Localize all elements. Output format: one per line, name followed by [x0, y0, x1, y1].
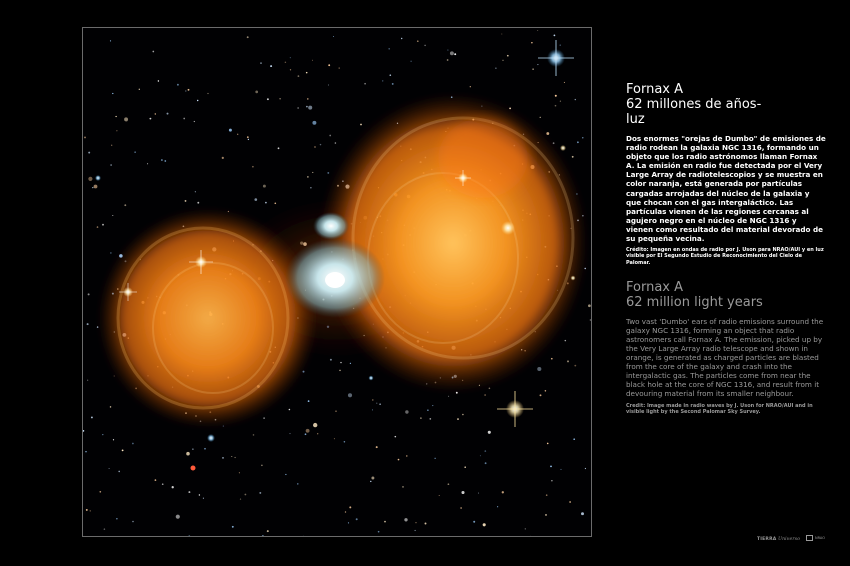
star	[116, 518, 117, 519]
star	[384, 521, 386, 523]
star	[94, 185, 98, 189]
star	[244, 494, 246, 496]
star	[132, 443, 134, 445]
star	[574, 365, 576, 367]
star	[110, 164, 112, 166]
star	[364, 83, 366, 85]
star	[285, 62, 286, 63]
star	[588, 304, 591, 307]
star	[339, 67, 340, 68]
star	[333, 36, 334, 37]
star	[305, 433, 307, 435]
star	[194, 121, 195, 122]
star	[252, 166, 254, 168]
star	[289, 409, 291, 411]
star	[109, 468, 110, 469]
star	[485, 462, 487, 464]
star	[447, 59, 449, 61]
star	[247, 136, 249, 138]
star	[134, 151, 135, 152]
star	[203, 498, 204, 499]
star	[334, 438, 335, 439]
star	[307, 176, 309, 178]
star	[395, 436, 397, 438]
star	[448, 483, 450, 485]
star	[330, 359, 332, 361]
star	[267, 98, 269, 100]
star	[402, 486, 404, 488]
star	[270, 65, 272, 67]
star	[328, 64, 330, 66]
star	[110, 252, 111, 253]
star	[547, 443, 549, 445]
star	[111, 145, 112, 146]
star	[265, 202, 267, 204]
star	[161, 159, 163, 161]
star	[192, 448, 193, 449]
star	[262, 535, 263, 536]
star	[502, 491, 504, 493]
star	[435, 458, 436, 459]
star	[461, 491, 464, 494]
star	[540, 394, 542, 396]
star	[90, 510, 91, 511]
star	[113, 439, 114, 440]
star	[164, 160, 166, 162]
fornax-a-image	[82, 27, 592, 537]
star	[356, 518, 358, 520]
star	[188, 89, 190, 91]
star	[110, 40, 111, 41]
star	[186, 452, 190, 456]
star	[406, 455, 407, 456]
star	[177, 84, 179, 86]
star	[255, 91, 258, 94]
star	[372, 409, 373, 410]
star	[188, 535, 190, 537]
star	[167, 113, 169, 115]
star	[530, 536, 531, 537]
star	[537, 30, 538, 31]
star	[370, 481, 371, 482]
spanish-caption	[626, 82, 826, 266]
star	[88, 177, 92, 181]
star	[540, 117, 541, 118]
star	[581, 512, 584, 515]
star	[340, 362, 341, 363]
star	[310, 187, 311, 188]
star	[222, 457, 224, 459]
star	[239, 472, 240, 473]
star	[497, 506, 498, 507]
star	[572, 156, 574, 158]
star	[172, 486, 174, 488]
star	[298, 75, 300, 77]
star	[260, 62, 261, 63]
star	[124, 117, 128, 121]
star	[185, 200, 187, 202]
star	[248, 139, 249, 140]
star	[263, 185, 266, 188]
star	[297, 107, 298, 108]
star	[420, 417, 422, 419]
star	[531, 42, 532, 43]
star	[253, 434, 255, 436]
star	[567, 360, 569, 362]
star	[122, 449, 124, 451]
star	[185, 90, 186, 91]
star	[488, 431, 491, 434]
english-body: Two vast 'Dumbo' ears of radio emissions surround the galaxy NGC 1316, forming an object that radio astronomers call Fornax A. The emission, picked up by the Very Large Array radio telescope and shown in orange, is generated as charged particles are blasted from the core of the galaxy and crash into the intergalactic gas. The particles come from near the black hole at the core of NGC 1316, and result from it devouring material from its smaller neighbour.	[626, 316, 824, 399]
star	[405, 410, 408, 413]
star	[473, 521, 475, 523]
star	[392, 83, 394, 85]
star	[551, 480, 552, 481]
star	[502, 60, 503, 61]
star	[569, 501, 571, 503]
star	[112, 215, 113, 216]
star	[328, 84, 329, 85]
nrao-logo-icon	[806, 535, 813, 541]
star	[462, 414, 464, 416]
star	[507, 55, 509, 57]
left-radio-lobe	[98, 208, 318, 428]
star	[335, 142, 337, 144]
star	[92, 187, 93, 188]
star	[350, 363, 351, 364]
star	[102, 224, 104, 226]
star	[439, 495, 440, 496]
star	[110, 406, 112, 408]
star	[484, 450, 486, 452]
star	[285, 474, 286, 475]
star	[360, 124, 362, 126]
star	[478, 493, 479, 494]
star	[376, 446, 378, 448]
star	[410, 61, 411, 62]
star	[560, 44, 561, 45]
star	[199, 494, 200, 495]
star	[86, 509, 88, 511]
star	[582, 137, 583, 138]
star	[312, 121, 316, 125]
star	[263, 417, 265, 419]
star	[247, 36, 249, 38]
star	[235, 457, 236, 458]
star	[87, 380, 88, 381]
star	[382, 80, 383, 81]
star	[554, 35, 556, 37]
star	[204, 448, 206, 450]
star	[279, 98, 280, 99]
english-title: Fornax A 62 million light years	[626, 279, 763, 310]
spanish-title: Fornax A 62 millones de años- luz	[626, 82, 762, 127]
star	[415, 530, 416, 531]
star	[313, 423, 317, 427]
star	[195, 191, 196, 192]
star	[427, 409, 428, 410]
star	[118, 471, 120, 473]
star	[460, 507, 462, 509]
star	[525, 528, 526, 529]
star	[104, 528, 106, 530]
star	[560, 469, 561, 470]
star	[99, 491, 101, 493]
star	[232, 526, 234, 528]
star	[348, 393, 352, 397]
star	[470, 86, 471, 87]
star	[404, 518, 407, 521]
star	[379, 404, 380, 405]
star	[289, 433, 290, 434]
star	[329, 135, 331, 137]
star	[489, 387, 491, 389]
star	[84, 136, 86, 138]
star	[335, 410, 337, 412]
star	[564, 82, 565, 83]
star	[551, 358, 553, 360]
star	[158, 80, 159, 81]
star	[555, 95, 557, 97]
star	[132, 521, 134, 523]
star	[532, 68, 534, 70]
star	[550, 466, 552, 468]
star	[112, 93, 113, 94]
nrao-logo	[806, 535, 828, 545]
star	[155, 479, 157, 481]
star	[555, 105, 557, 107]
star	[585, 468, 586, 469]
star	[87, 323, 89, 325]
star	[457, 418, 459, 420]
star	[308, 400, 310, 402]
star	[546, 132, 549, 135]
star	[483, 523, 486, 526]
star	[495, 67, 496, 68]
star	[575, 99, 576, 100]
star	[376, 403, 377, 404]
star	[222, 157, 224, 159]
star	[183, 118, 185, 120]
star	[116, 130, 117, 131]
star	[312, 60, 313, 61]
fornax-a-illustration	[83, 28, 592, 537]
star	[314, 146, 315, 147]
star	[590, 319, 591, 320]
star	[91, 416, 93, 418]
caption-column	[626, 82, 826, 429]
star	[429, 418, 431, 420]
star	[448, 396, 449, 397]
star	[447, 50, 448, 51]
star	[501, 33, 502, 34]
star	[102, 434, 103, 435]
star	[320, 144, 321, 145]
star	[278, 147, 280, 149]
star	[176, 515, 180, 519]
star	[454, 53, 456, 55]
star	[308, 106, 312, 110]
star	[389, 74, 391, 76]
star	[388, 48, 390, 50]
star	[240, 499, 241, 500]
star	[545, 390, 547, 392]
star	[398, 459, 400, 461]
star	[312, 172, 313, 173]
star	[378, 531, 380, 533]
star	[327, 172, 329, 174]
star	[344, 441, 346, 443]
star	[207, 93, 208, 94]
star	[162, 483, 164, 485]
tierra-logo-italic: Universo	[778, 537, 801, 542]
star	[339, 370, 341, 372]
star	[432, 405, 433, 406]
star	[188, 491, 190, 493]
english-caption	[626, 280, 826, 415]
english-credit: Credit: Image made in radio waves by J. Uson for NRAO/AUI and in visible light by the Second Palomar Sky Survey.	[626, 402, 813, 415]
star	[149, 118, 151, 120]
star	[261, 465, 262, 466]
star	[560, 101, 561, 102]
star	[229, 129, 232, 132]
star	[307, 98, 309, 100]
star	[306, 429, 310, 433]
star	[124, 204, 126, 206]
star	[197, 100, 198, 101]
star	[97, 226, 99, 228]
spanish-body: Dos enormes "orejas de Dumbo" de emisiones de radio rodean la galaxia NGC 1316, formando un objeto que los radio astrónomos llaman Fornax A. La emisión en radio fue detectada por el Very Large Array de radiotelescopios y se muestra en color naranja, está generada por partículas cargadas arrojadas del núcleo de la galaxia y que chocan con el gas intergaláctico. Las partículas vienen de las regiones cercanas al agujero negro en el núcleo de NGC 1316 y vienen como resultado del material devorado de su pequeña vecina.	[626, 134, 826, 244]
star	[484, 394, 486, 396]
star	[573, 438, 575, 440]
star	[306, 72, 308, 74]
tierra-universo-logo	[757, 537, 800, 542]
star	[155, 113, 156, 114]
star	[425, 523, 427, 525]
star	[348, 522, 349, 523]
star	[297, 483, 298, 484]
star	[274, 202, 276, 204]
star	[417, 40, 419, 42]
star	[577, 141, 579, 143]
star	[88, 152, 90, 154]
star	[267, 530, 269, 532]
star	[349, 506, 351, 508]
star	[345, 511, 346, 512]
star	[401, 38, 402, 39]
star	[546, 494, 548, 496]
star	[424, 45, 426, 47]
star	[231, 456, 232, 457]
star	[290, 69, 291, 70]
star	[480, 455, 481, 456]
star	[237, 134, 238, 135]
star	[371, 477, 374, 480]
tierra-logo-bold: TIERRA	[757, 537, 777, 542]
star	[152, 51, 154, 53]
star	[88, 293, 90, 295]
star	[290, 57, 291, 58]
star	[415, 522, 416, 523]
star	[450, 51, 454, 55]
star	[372, 399, 373, 400]
nrao-logo-text: NRAO	[815, 536, 825, 540]
star	[537, 64, 538, 65]
star	[545, 514, 547, 516]
star	[197, 202, 199, 204]
star	[302, 536, 305, 537]
star	[147, 163, 148, 164]
star	[537, 367, 541, 371]
star	[97, 326, 98, 327]
star	[306, 106, 308, 108]
star	[259, 492, 261, 494]
star	[115, 116, 116, 117]
star	[85, 451, 86, 452]
star	[254, 198, 257, 201]
star	[139, 89, 140, 90]
star	[464, 466, 466, 468]
star	[565, 340, 566, 341]
star	[317, 433, 318, 434]
spanish-credit: Crédito: Imagen en ondas de radio por J. Uson para NRAO/AUI y en luz visible por El Segundo Estudio de Reconocimiento del Cielo de Palomar.	[626, 247, 824, 266]
